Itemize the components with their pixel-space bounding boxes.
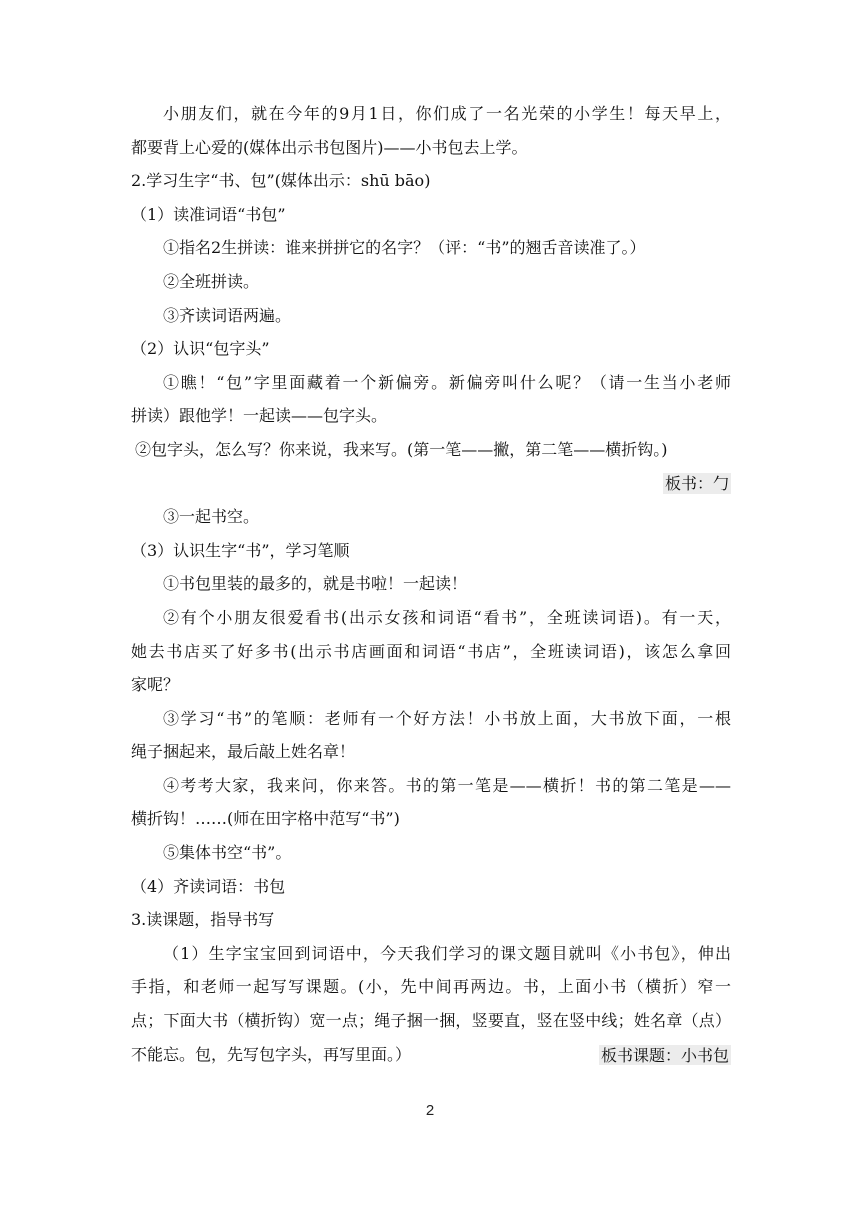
list-item: ②全班拼读。	[163, 271, 260, 291]
list-item: ⑤集体书空“书”。	[163, 843, 292, 863]
paragraph-line: 小朋友们，就在今年的9月1日，你们成了一名光荣的小学生！每天早上，	[163, 104, 731, 123]
section-heading: 3.读课题，指导书写	[131, 910, 275, 930]
page-number: 2	[425, 1102, 435, 1119]
paragraph-line-with-note	[131, 1045, 731, 1065]
list-item: ②有个小朋友很爱看书(出示女孩和词语“看书”，全班读词语)。有一天，	[163, 607, 731, 627]
list-item-continued: 家呢？	[131, 675, 180, 695]
paragraph-line: 不能忘。包，先写包字头，再写里面。）	[131, 1044, 412, 1064]
list-item: ③一起书空。	[163, 507, 260, 527]
subsection-heading: （1）读准词语“书包”	[131, 204, 286, 224]
paragraph-line: 手指，和老师一起写写课题。(小，先中间再两边。书，上面小书（横折）窄一	[131, 977, 731, 997]
list-item: ③学习“书”的笔顺：老师有一个好方法！小书放上面，大书放下面，一根	[163, 708, 731, 728]
paragraph-line: 都要背上心爱的(媒体出示书包图片)——小书包去上学。	[131, 137, 528, 157]
board-note-label: 板书课题：小书包	[600, 1045, 729, 1065]
document-body	[131, 104, 731, 1078]
list-item: ①瞧！“包”字里面藏着一个新偏旁。新偏旁叫什么呢？（请一生当小老师	[163, 372, 731, 392]
list-item-continued: 绳子捆起来，最后敲上姓名章！	[131, 742, 356, 762]
list-item: ④考考大家，我来问，你来答。书的第一笔是——横折！书的第二笔是——	[163, 775, 731, 795]
list-item-continued: 她去书店买了好多书(出示书店画面和词语“书店”，全班读词语)，该怎么拿回	[131, 641, 731, 661]
subsection-heading: （4）齐读词语：书包	[131, 876, 286, 896]
paragraph-line: （1）生字宝宝回到词语中，今天我们学习的课文题目就叫《小书包》，伸出	[163, 943, 731, 963]
section-heading: 2.学习生字“书、包”(媒体出示：shū bāo)	[131, 171, 431, 191]
list-item-continued: 拼读）跟他学！一起读——包字头。	[131, 406, 388, 426]
list-item: ①指名2生拼读：谁来拼拼它的名字？（评：“书”的翘舌音读准了。）	[163, 238, 646, 258]
list-item: ①书包里装的最多的，就是书啦！一起读！	[163, 574, 468, 594]
subsection-heading: （3）认识生字“书”，学习笔顺	[131, 540, 350, 560]
list-item-continued: 横折钩！……(师在田字格中范写“书”)	[131, 809, 400, 829]
list-item: ②包字头，怎么写？你来说，我来写。(第一笔——撇，第二笔——横折钩。)	[135, 439, 668, 459]
list-item: ③齐读词语两遍。	[163, 305, 292, 325]
subsection-heading: （2）认识“包字头”	[131, 339, 270, 359]
paragraph-line: 点；下面大书（横折钩）宽一点；绳子捆一捆，竖要直，竖在竖中线；姓名章（点）	[131, 1011, 731, 1031]
board-note	[131, 474, 731, 494]
board-note-label: 板书：勹	[664, 473, 729, 493]
